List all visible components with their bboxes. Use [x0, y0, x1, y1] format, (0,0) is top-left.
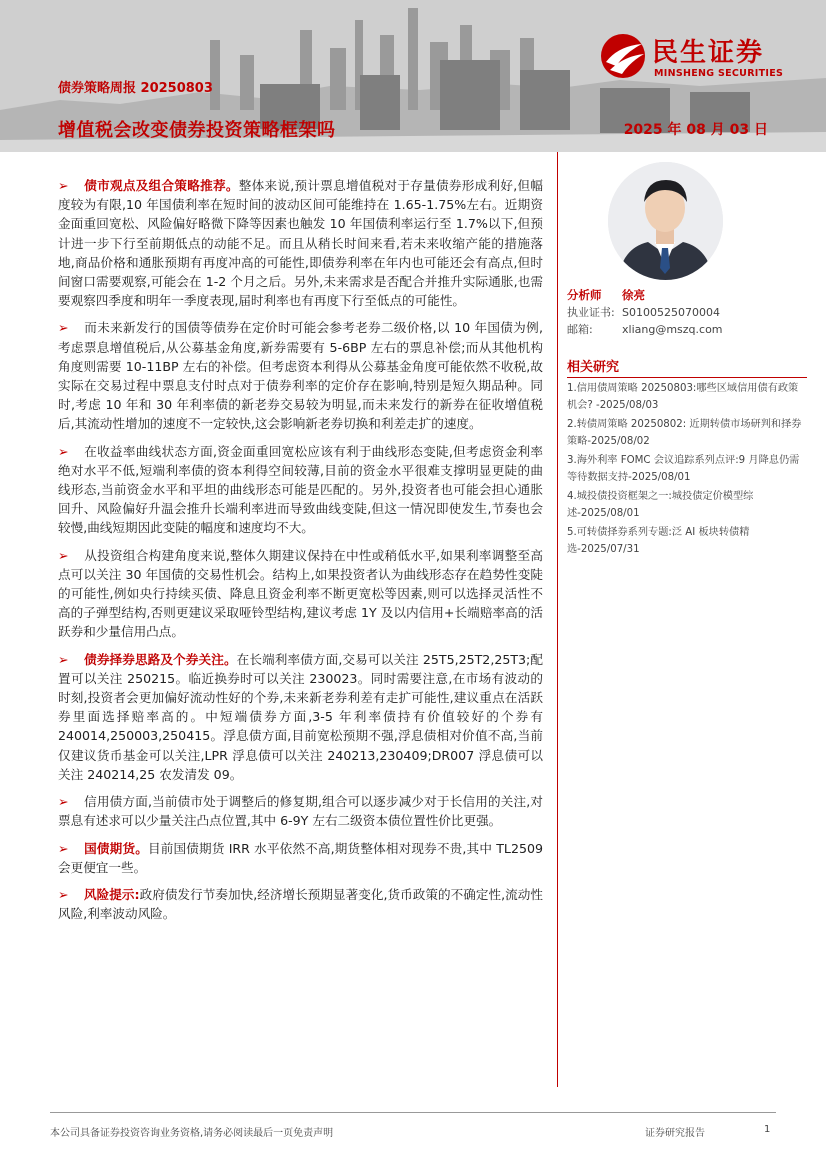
- paragraph-text: 在长端利率债方面,交易可以关注 25T5,25T2,25T3;配置可以关注 250215。临近换券时可以关注 230023。同时需要注意,在市场有波动的时刻,投资者会更加偏好流动性好的个券,未来新老券利差有走扩可能性,建议重点在活跃券里面选择赔率高的。中短端债券方面,3-5 年利率债持有价值较好的个券有 240014,250003,250415。浮息债方面,目前宽松预期不强,浮息债相对价值不高,当前仅建议货币基金可以关注,LPR 浮息债可以关注 240213,230409;DR007 浮息债可以关注 240214,25 农发清发 09。: [58, 651, 544, 782]
- paragraph-portfolio: [58, 546, 543, 642]
- related-item: 4.城投债投资框架之一:城投债定价模型综述-2025/08/01: [567, 491, 754, 519]
- paragraph-strategy: [58, 176, 543, 310]
- company-logo: [598, 30, 808, 82]
- related-item: 3.海外利率 FOMC 会议追踪系列点评:9 月降息仍需等待数据支持-2025/08/01: [567, 455, 800, 483]
- report-date: 2025 年 08 月 03 日: [623, 122, 768, 138]
- paragraph-heading: 国债期货。: [84, 840, 148, 856]
- related-item: 5.可转债择券系列专题:泛 AI 板块转债精选-2025/07/31: [567, 527, 750, 555]
- paragraph-text: 目前国债期货 IRR 水平依然不高,期货整体相对现券不贵,其中 TL2509 会更便宜一些。: [58, 840, 543, 875]
- analyst-name: 徐亮: [622, 288, 645, 302]
- logo-name-en: MINSHENG SECURITIES: [654, 68, 784, 79]
- logo-name-cn: 民生证券: [652, 38, 765, 68]
- bullet-arrow-icon: ➢: [58, 320, 69, 336]
- paragraph-heading: 债市观点及组合策略推荐。: [84, 178, 239, 193]
- email-value: xliang@mszq.com: [622, 323, 723, 336]
- paragraph-futures: [58, 839, 543, 877]
- paragraph-text: 政府债发行节奏加快,经济增长预期显著变化,货币政策的不确定性,流动性风险,利率波动风险。: [58, 886, 543, 922]
- analyst-photo: [608, 162, 723, 280]
- paragraph-bond-selection: [58, 650, 543, 784]
- bullet-arrow-icon: ➢: [58, 547, 69, 563]
- paragraph-text: 信用债方面,当前债市处于调整后的修复期,组合可以逐步减少对于长信用的关注,对票息有述求可以少量关注凸点位置,其中 6-9Y 左右二级资本债位置性价比更强。: [58, 794, 543, 829]
- page-number: 1: [764, 1124, 771, 1135]
- analyst-role-label: 分析师: [567, 288, 602, 302]
- report-series: 债券策略周报 20250803: [58, 81, 213, 96]
- bullet-arrow-icon: ➢: [58, 794, 69, 810]
- main-content: [58, 176, 543, 931]
- paragraph-heading: 债券择券思路及个券关注。: [84, 651, 237, 667]
- paragraph-heading: 风险提示:: [84, 886, 140, 902]
- minsheng-emblem-icon: [598, 32, 650, 80]
- paragraph-text: 从投资组合构建角度来说,整体久期建议保持在中性或稍低水平,如果利率调整至高点可以关注 30 年国债的交易性机会。结构上,如果投资者认为曲线形态存在趋势性变陡的可能性,例如央行持续买债、降息且资金利率不断更宽松等因素,则可以选择灵活性不高的子弹型结构,否则更建议采取哑铃型结构,建议考虑 1Y 及以内信用+长端赔率高的活跃券和少量信用凸点。: [58, 547, 543, 640]
- paragraph-credit: [58, 792, 543, 830]
- footer-report-type: 证券研究报告: [645, 1128, 705, 1139]
- related-research-list: [567, 380, 807, 560]
- paragraph-risk: [58, 885, 543, 923]
- header-banner: [0, 0, 826, 152]
- cert-value: S0100525070004: [622, 306, 720, 319]
- related-research-title: 相关研究: [567, 356, 807, 378]
- footer-disclaimer: 本公司具备证券投资咨询业务资格,请务必阅读最后一页免责声明: [50, 1128, 334, 1139]
- paragraph-text: 而未来新发行的国债等债券在定价时可能会参考老券二级价格,以 10 年国债为例,考虑票息增值税后,从公募基金角度,新券需要有 5-6BP 左右的票息补偿;而从其他机构角度则需要 10-11BP 左右的补偿。但考虑资本利得从公募基金角度可能依然不收税,故实际在交易过程中票息支付时点对于债券利率的定价存在影响,特别是短久期品种。同时,考虑 10 年和 30 年利率债的新老券交易较为明显,而未来发行的新券在征收增值税后,其流动性增加的速度不一定较快,这会影响新老券切换和利差走扩的速度。: [58, 320, 543, 432]
- bullet-arrow-icon: ➢: [58, 178, 69, 193]
- paragraph-new-bond-pricing: [58, 318, 543, 433]
- bullet-arrow-icon: ➢: [58, 886, 69, 902]
- footer-divider: [50, 1112, 776, 1113]
- paragraph-text: 整体来说,预计票息增值税对于存量债券形成利好,但幅度较为有限,10 年国债利率在短时间的波动区间可能维持在 1.65-1.75%左右。近期资金面重回宽松、风险偏好略微下降等因素也触发 10 年国债利率运行至 1.7%以下,但预计进一步下行至前期低点的动能不足。而且从稍长时间来看,若未来收缩产能的措施落地,商品价格和通胀预期有再度冲高的可能性,即债券利率在年内也可能还会有高点,但时间窗口需要观察,可能会在 1-2 个月之后。另外,未来需求是否配合并推升实际通胀,也需要观察四季度和明年一季度表现,届时利率也有再度下行至低点的可能性。: [58, 178, 543, 309]
- bullet-arrow-icon: ➢: [58, 443, 69, 459]
- analyst-info: [567, 287, 807, 338]
- analyst-portrait-icon: [608, 162, 723, 280]
- related-item: 2.转债周策略 20250802: 近期转债市场研判和择券策略-2025/08/02: [567, 419, 802, 447]
- email-label: 邮箱:: [567, 323, 593, 336]
- report-title: 增值税会改变债券投资策略框架吗: [58, 120, 336, 141]
- related-item: 1.信用债周策略 20250803:哪些区域信用债有政策机会? -2025/08/03: [567, 383, 799, 411]
- paragraph-yield-curve: [58, 442, 543, 538]
- paragraph-text: 在收益率曲线状态方面,资金面重回宽松应该有利于曲线形态变陡,但考虑资金利率绝对水平不低,短端利率债的资本利得空间较薄,目前的资金水平很难支撑明显更陡的曲线形态,当前资金水平和平坦的曲线形态可能是匹配的。另外,投资者也可能会担心通胀回升、风险偏好升温会推升长端利率进而导致曲线变陡,但这一情况即使发生,节奏也会较慢,曲线短期因此变陡的幅度和速度均不大。: [58, 443, 543, 536]
- cert-label: 执业证书:: [567, 306, 615, 319]
- column-divider: [557, 152, 558, 1087]
- bullet-arrow-icon: ➢: [58, 840, 69, 856]
- bullet-arrow-icon: ➢: [58, 651, 69, 667]
